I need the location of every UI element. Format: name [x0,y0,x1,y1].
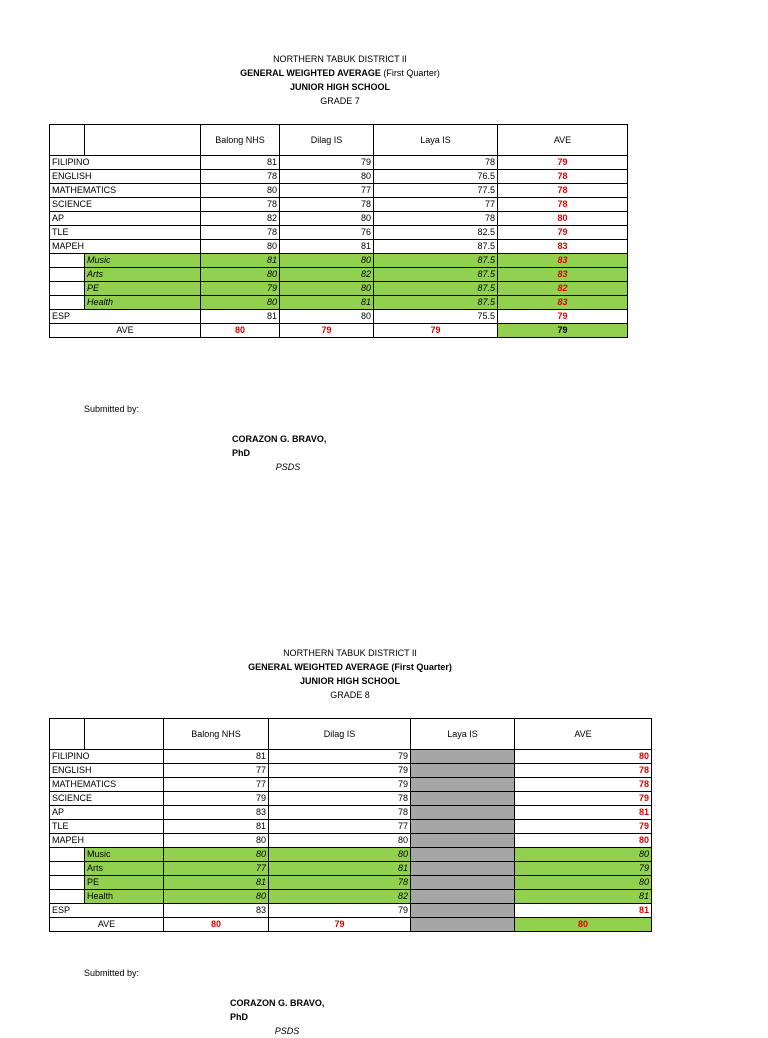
submitted-by-label: Submitted by: [84,968,140,978]
signatory-name: CORAZON G. BRAVO, PhD [230,998,325,1022]
score-cell: 87.5 [374,282,498,296]
score-cell: 79 [280,156,374,170]
average-row [50,324,628,338]
overall-average: 79 [498,324,628,338]
grade-label: GRADE 8 [330,690,370,700]
ave-cell: 83 [498,268,628,282]
subject-label: ENGLISH [50,170,201,184]
score-cell: 78 [374,212,498,226]
signatory-position: PSDS [274,1026,300,1036]
score-cell [411,750,515,764]
signatory-position: PSDS [275,462,301,472]
ave-cell: 81 [515,890,652,904]
score-cell: 81 [164,750,269,764]
score-cell: 83 [164,904,269,918]
school-average: 80 [201,324,280,338]
subject-label: AP [50,806,164,820]
ave-cell: 81 [515,806,652,820]
table-row [50,198,628,212]
subject-label: SCIENCE [50,198,201,212]
ave-cell: 78 [515,778,652,792]
table-row [50,750,652,764]
score-cell: 80 [280,254,374,268]
school-average: 79 [269,918,411,932]
ave-cell: 82 [498,282,628,296]
subject-label: ENGLISH [50,764,164,778]
ave-cell: 79 [498,156,628,170]
score-cell: 78 [269,876,411,890]
school-average: 79 [374,324,498,338]
table-row [50,792,652,806]
table-row [50,268,628,282]
score-cell: 81 [201,254,280,268]
district-title: NORTHERN TABUK DISTRICT II [283,648,417,658]
score-cell: 81 [280,240,374,254]
ave-cell: 80 [515,834,652,848]
table-row [50,310,628,324]
table-row [50,282,628,296]
score-cell: 79 [201,282,280,296]
col-header: AVE [515,719,652,750]
score-cell [411,820,515,834]
ave-cell: 80 [515,876,652,890]
score-cell: 80 [280,212,374,226]
report-title: GENERAL WEIGHTED AVERAGE (First Quarter) [240,68,440,78]
score-cell: 81 [164,820,269,834]
indent-cell [50,848,85,862]
ave-cell: 79 [515,792,652,806]
table-row [50,904,652,918]
subject-label: Music [85,254,201,268]
average-label: AVE [50,324,201,338]
ave-cell: 79 [498,310,628,324]
score-cell: 80 [280,282,374,296]
score-cell: 78 [374,156,498,170]
ave-cell: 83 [498,254,628,268]
indent-cell [50,890,85,904]
subject-label: TLE [50,226,201,240]
signature-block [230,996,344,1038]
ave-cell: 80 [498,212,628,226]
score-cell: 77 [374,198,498,212]
table-row [50,170,628,184]
score-cell: 79 [269,778,411,792]
score-cell: 76.5 [374,170,498,184]
score-cell: 78 [269,806,411,820]
score-cell: 81 [280,296,374,310]
table-row [50,862,652,876]
subject-label: MAPEH [50,240,201,254]
subject-label: Music [85,848,164,862]
grade7-rows [50,156,628,338]
subject-label: ESP [50,310,201,324]
score-cell: 81 [201,310,280,324]
subject-label: TLE [50,820,164,834]
score-cell: 79 [164,792,269,806]
score-cell: 80 [201,184,280,198]
table-row [50,226,628,240]
report-header-grade8 [0,646,700,702]
score-cell: 77 [269,820,411,834]
score-cell: 81 [201,156,280,170]
score-cell: 81 [164,876,269,890]
score-cell: 77 [280,184,374,198]
indent-cell [50,254,85,268]
score-cell [411,764,515,778]
indent-cell [50,296,85,310]
score-cell: 77.5 [374,184,498,198]
report-title: GENERAL WEIGHTED AVERAGE (First Quarter) [248,662,452,672]
score-cell: 87.5 [374,240,498,254]
score-cell: 80 [269,848,411,862]
score-cell: 80 [164,834,269,848]
score-cell [411,792,515,806]
submitted-by-label: Submitted by: [84,404,140,414]
table-row [50,806,652,820]
grade-label: GRADE 7 [320,96,360,106]
score-cell: 76 [280,226,374,240]
table-row [50,820,652,834]
score-cell: 75.5 [374,310,498,324]
score-cell: 78 [280,198,374,212]
ave-cell: 78 [498,170,628,184]
score-cell: 77 [164,862,269,876]
average-label: AVE [50,918,164,932]
school-average: 79 [280,324,374,338]
score-cell [411,890,515,904]
table-row [50,778,652,792]
score-cell: 87.5 [374,254,498,268]
table-row [50,212,628,226]
school-average: 80 [164,918,269,932]
school-level: JUNIOR HIGH SCHOOL [289,82,390,92]
subject-label: Arts [85,862,164,876]
table-row [50,240,628,254]
score-cell: 79 [269,764,411,778]
ave-cell: 79 [515,820,652,834]
col-header: AVE [498,125,628,156]
table-row [50,156,628,170]
col-header: Laya IS [374,125,498,156]
score-cell [411,806,515,820]
subject-label: MATHEMATICS [50,778,164,792]
ave-cell: 83 [498,296,628,310]
score-cell [411,848,515,862]
subject-label: Arts [85,268,201,282]
col-header: Laya IS [411,719,515,750]
score-cell: 80 [201,240,280,254]
subject-label: AP [50,212,201,226]
score-cell: 82 [280,268,374,282]
subject-label: MAPEH [50,834,164,848]
indent-cell [50,268,85,282]
score-cell: 80 [280,310,374,324]
table-row [50,254,628,268]
score-cell: 82.5 [374,226,498,240]
score-cell: 77 [164,778,269,792]
ave-cell: 80 [515,750,652,764]
overall-average: 80 [515,918,652,932]
school-level: JUNIOR HIGH SCHOOL [299,676,400,686]
subject-label: FILIPINO [50,750,164,764]
score-cell: 78 [269,792,411,806]
ave-cell: 78 [498,198,628,212]
col-header: Dilag IS [280,125,374,156]
col-header: Balong NHS [164,719,269,750]
score-cell [411,834,515,848]
school-average [411,918,515,932]
score-cell [411,862,515,876]
signature-block [232,432,344,474]
ave-cell: 78 [498,184,628,198]
report-header-grade7 [0,52,680,108]
subject-label: PE [85,282,201,296]
gwa-table-grade7 [49,124,628,338]
score-cell: 80 [201,268,280,282]
score-cell: 80 [280,170,374,184]
score-cell: 79 [269,904,411,918]
subject-label: MATHEMATICS [50,184,201,198]
subject-label: PE [85,876,164,890]
indent-cell [50,876,85,890]
ave-cell: 80 [515,848,652,862]
ave-cell: 79 [515,862,652,876]
gwa-table-grade8 [49,718,652,932]
col-header: Dilag IS [269,719,411,750]
table-row [50,834,652,848]
score-cell [411,904,515,918]
table-row [50,876,652,890]
subject-label: ESP [50,904,164,918]
signatory-name: CORAZON G. BRAVO, PhD [232,434,327,458]
grade8-rows [50,750,652,932]
score-cell: 78 [201,226,280,240]
ave-cell: 83 [498,240,628,254]
average-row [50,918,652,932]
ave-cell: 78 [515,764,652,778]
score-cell: 78 [201,170,280,184]
score-cell [411,778,515,792]
score-cell: 80 [269,834,411,848]
score-cell: 80 [164,890,269,904]
score-cell [411,876,515,890]
score-cell: 79 [269,750,411,764]
score-cell: 81 [269,862,411,876]
table-row [50,890,652,904]
score-cell: 83 [164,806,269,820]
score-cell: 87.5 [374,296,498,310]
score-cell: 80 [164,848,269,862]
subject-label: Health [85,296,201,310]
ave-cell: 81 [515,904,652,918]
table-row [50,764,652,778]
subject-label: Health [85,890,164,904]
table-row [50,184,628,198]
score-cell: 80 [201,296,280,310]
score-cell: 77 [164,764,269,778]
table-row [50,848,652,862]
district-title: NORTHERN TABUK DISTRICT II [273,54,407,64]
subject-label: SCIENCE [50,792,164,806]
ave-cell: 79 [498,226,628,240]
score-cell: 82 [201,212,280,226]
col-header: Balong NHS [201,125,280,156]
score-cell: 82 [269,890,411,904]
subject-label: FILIPINO [50,156,201,170]
table-row [50,296,628,310]
indent-cell [50,862,85,876]
score-cell: 78 [201,198,280,212]
score-cell: 87.5 [374,268,498,282]
indent-cell [50,282,85,296]
